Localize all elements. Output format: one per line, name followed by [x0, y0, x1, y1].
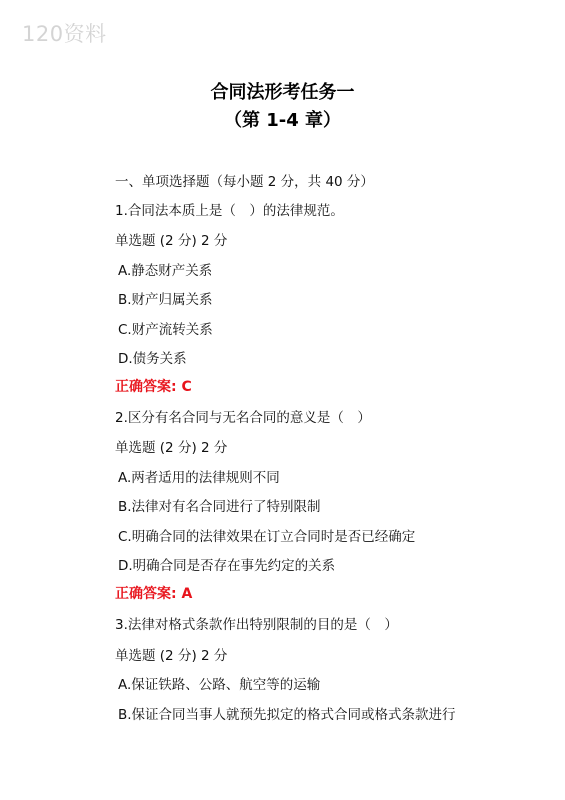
question-1-option-c: C.财产流转关系: [118, 322, 213, 338]
page-subtitle: （第 1-4 章）: [223, 110, 342, 131]
section-heading: 一、单项选择题（每小题 2 分，共 40 分）: [115, 174, 374, 190]
page-title: 合同法形考任务一: [210, 82, 355, 103]
question-3-option-b: B.保证合同当事人就预先拟定的格式合同或格式条款进行: [118, 707, 456, 723]
question-3-meta: 单选题 (2 分) 2 分: [115, 648, 228, 664]
question-1-option-b: B.财产归属关系: [118, 292, 213, 308]
question-2-option-c: C.明确合同的法律效果在订立合同时是否已经确定: [118, 529, 416, 545]
question-2-answer: 正确答案: A: [115, 586, 193, 602]
question-3-option-a: A.保证铁路、公路、航空等的运输: [118, 677, 321, 693]
question-3-stem: 3.法律对格式条款作出特别限制的目的是（ ）: [115, 617, 398, 633]
question-2-option-b: B.法律对有名合同进行了特别限制: [118, 499, 321, 515]
question-1-answer: 正确答案: C: [115, 379, 192, 395]
question-1-option-a: A.静态财产关系: [118, 263, 213, 279]
question-2-meta: 单选题 (2 分) 2 分: [115, 440, 228, 456]
question-2-stem: 2.区分有名合同与无名合同的意义是（ ）: [115, 410, 371, 426]
question-2-option-a: A.两者适用的法律规则不同: [118, 470, 280, 486]
watermark: 120资料: [22, 22, 107, 46]
question-1-meta: 单选题 (2 分) 2 分: [115, 233, 228, 249]
question-1-option-d: D.债务关系: [118, 351, 187, 367]
question-2-option-d: D.明确合同是否存在事先约定的关系: [118, 558, 336, 574]
question-1-stem: 1.合同法本质上是（ ）的法律规范。: [115, 203, 344, 219]
